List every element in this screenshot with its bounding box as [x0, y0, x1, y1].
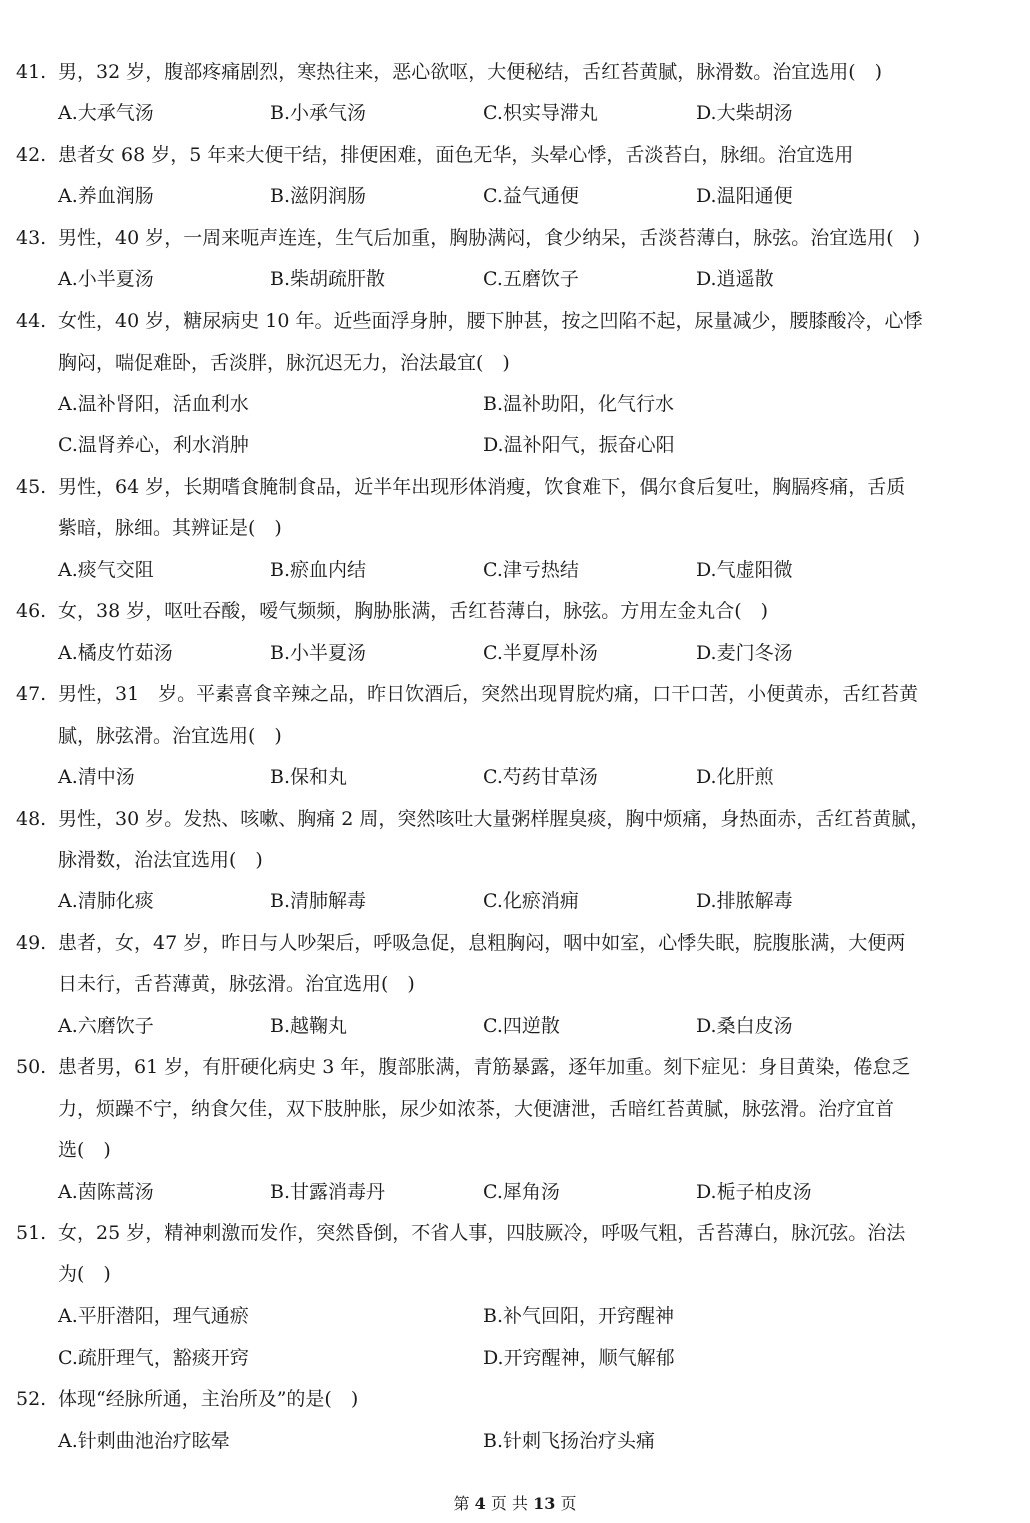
option-c: C.犀角汤	[483, 1181, 560, 1203]
option-b: B.补气回阳，开窍醒神	[483, 1305, 675, 1327]
question-text-continued: 腻，脉弦滑。治宜选用( )	[58, 725, 282, 747]
question-text: 男，32 岁，腹部疼痛剧烈，寒热往来，恶心欲呕，大便秘结，舌红苔黄腻，脉滑数。治宜选用( )	[58, 61, 883, 83]
option-b: B.甘露消毒丹	[270, 1181, 386, 1203]
question-text: 女，25 岁，精神刺激而发作，突然昏倒，不省人事，四肢厥冷，呼吸气粗，舌苔薄白，脉沉弦。治法	[58, 1222, 906, 1244]
option-b: B.越鞠丸	[270, 1015, 348, 1037]
total-pages-number: 13	[533, 1494, 556, 1513]
option-b: B.保和丸	[270, 766, 348, 788]
question-text-continued: 胸闷，喘促难卧，舌淡胖，脉沉迟无力，治法最宜( )	[58, 352, 510, 374]
option-d: D.开窍醒神，顺气解郁	[483, 1347, 675, 1369]
option-a: A.茵陈蒿汤	[58, 1181, 154, 1203]
question-text: 患者，女，47 岁，昨日与人吵架后，呼吸急促，息粗胸闷，咽中如室，心悸失眠，脘腹胀满，大便两	[58, 932, 906, 954]
question-text: 男性，40 岁，一周来呃声连连，生气后加重，胸胁满闷，食少纳呆，舌淡苔薄白，脉弦。治宜选用( )	[58, 227, 921, 249]
question-text-continued: 选( )	[58, 1139, 111, 1161]
question-number: 45.	[16, 476, 47, 498]
option-b: B.滋阴润肠	[270, 185, 367, 207]
question-text: 女，38 岁，呕吐吞酸，嗳气频频，胸胁胀满，舌红苔薄白，脉弦。方用左金丸合( )	[58, 600, 769, 622]
question-text: 女性，40 岁，糖尿病史 10 年。近些面浮身肿，腰下肿甚，按之凹陷不起，尿量减少，腰膝酸冷，心悸	[58, 310, 923, 332]
option-c: C.益气通便	[483, 185, 579, 207]
question-text: 男性，31 岁。平素喜食辛辣之品，昨日饮酒后，突然出现胃脘灼痛，口干口苦，小便黄赤，舌红苔黄	[58, 683, 919, 705]
question-number: 46.	[16, 600, 47, 622]
footer-suffix: 页	[560, 1494, 577, 1513]
option-c: C.化瘀消痈	[483, 890, 579, 912]
option-d: D.栀子柏皮汤	[696, 1181, 812, 1203]
option-b: B.针刺飞扬治疗头痛	[483, 1430, 656, 1452]
option-d: D.温阳通便	[696, 185, 793, 207]
option-a: A.大承气汤	[58, 102, 154, 124]
footer-mid: 页 共	[490, 1494, 528, 1513]
question-number: 48.	[16, 808, 47, 830]
question-text: 男性，64 岁，长期嗜食腌制食品，近半年出现形体消瘦，饮食难下，偶尔食后复吐，胸膈疼痛，舌质	[58, 476, 906, 498]
question-number: 43.	[16, 227, 47, 249]
question-text: 体现“经脉所通，主治所及”的是( )	[58, 1388, 359, 1410]
option-a: A.橘皮竹茹汤	[58, 642, 173, 664]
question-text-continued: 为( )	[58, 1263, 111, 1285]
option-a: A.清中汤	[58, 766, 135, 788]
question-number: 52.	[16, 1388, 47, 1410]
option-c: C.津亏热结	[483, 559, 579, 581]
option-b: B.小承气汤	[270, 102, 367, 124]
option-d: D.温补阳气，振奋心阳	[483, 434, 675, 456]
footer-prefix: 第	[453, 1494, 470, 1513]
option-c: C.半夏厚朴汤	[483, 642, 598, 664]
option-b: B.柴胡疏肝散	[270, 268, 386, 290]
option-a: A.温补肾阳，活血利水	[58, 393, 249, 415]
option-b: B.温补助阳，化气行水	[483, 393, 675, 415]
option-d: D.化肝煎	[696, 766, 774, 788]
option-c: C.四逆散	[483, 1015, 560, 1037]
question-number: 51.	[16, 1222, 47, 1244]
question-text: 患者女 68 岁，5 年来大便干结，排便困难，面色无华，头晕心悸，舌淡苔白，脉细。治宜选用	[58, 144, 854, 166]
option-d: D.排脓解毒	[696, 890, 793, 912]
question-number: 41.	[16, 61, 47, 83]
option-d: D.气虚阳微	[696, 559, 793, 581]
page-footer	[0, 1494, 1030, 1514]
current-page-number: 4	[474, 1494, 486, 1513]
question-number: 50.	[16, 1056, 47, 1078]
question-text-continued: 脉滑数，治法宜选用( )	[58, 849, 263, 871]
option-c: C.枳实导滞丸	[483, 102, 598, 124]
option-b: B.清肺解毒	[270, 890, 367, 912]
question-text-continued: 日未行，舌苔薄黄，脉弦滑。治宜选用( )	[58, 973, 415, 995]
option-b: B.小半夏汤	[270, 642, 367, 664]
question-number: 49.	[16, 932, 47, 954]
question-number: 47.	[16, 683, 47, 705]
option-d: D.大柴胡汤	[696, 102, 793, 124]
option-a: A.清肺化痰	[58, 890, 154, 912]
option-b: B.瘀血内结	[270, 559, 367, 581]
question-number: 42.	[16, 144, 47, 166]
question-text-continued: 力，烦躁不宁，纳食欠佳，双下肢肿胀，尿少如浓茶，大便溏泄，舌暗红苔黄腻，脉弦滑。治疗宜首	[58, 1098, 895, 1120]
option-c: C.温肾养心，利水消肿	[58, 434, 249, 456]
option-d: D.桑白皮汤	[696, 1015, 793, 1037]
question-text: 患者男，61 岁，有肝硬化病史 3 年，腹部胀满，青筋暴露，逐年加重。刻下症见：身目黄染，倦怠乏	[58, 1056, 911, 1078]
option-c: C.疏肝理气，豁痰开窍	[58, 1347, 249, 1369]
option-a: A.小半夏汤	[58, 268, 154, 290]
option-a: A.痰气交阻	[58, 559, 154, 581]
option-c: C.芍药甘草汤	[483, 766, 598, 788]
option-a: A.六磨饮子	[58, 1015, 154, 1037]
option-c: C.五磨饮子	[483, 268, 579, 290]
option-d: D.逍遥散	[696, 268, 774, 290]
option-d: D.麦门冬汤	[696, 642, 793, 664]
question-number: 44.	[16, 310, 47, 332]
question-text: 男性，30 岁。发热、咳嗽、胸痛 2 周，突然咳吐大量粥样腥臭痰，胸中烦痛，身热面赤，舌红苔黄腻，	[58, 808, 930, 830]
option-a: A.平肝潜阳，理气通瘀	[58, 1305, 249, 1327]
option-a: A.养血润肠	[58, 185, 154, 207]
question-text-continued: 紫暗，脉细。其辨证是( )	[58, 517, 282, 539]
option-a: A.针刺曲池治疗眩晕	[58, 1430, 230, 1452]
